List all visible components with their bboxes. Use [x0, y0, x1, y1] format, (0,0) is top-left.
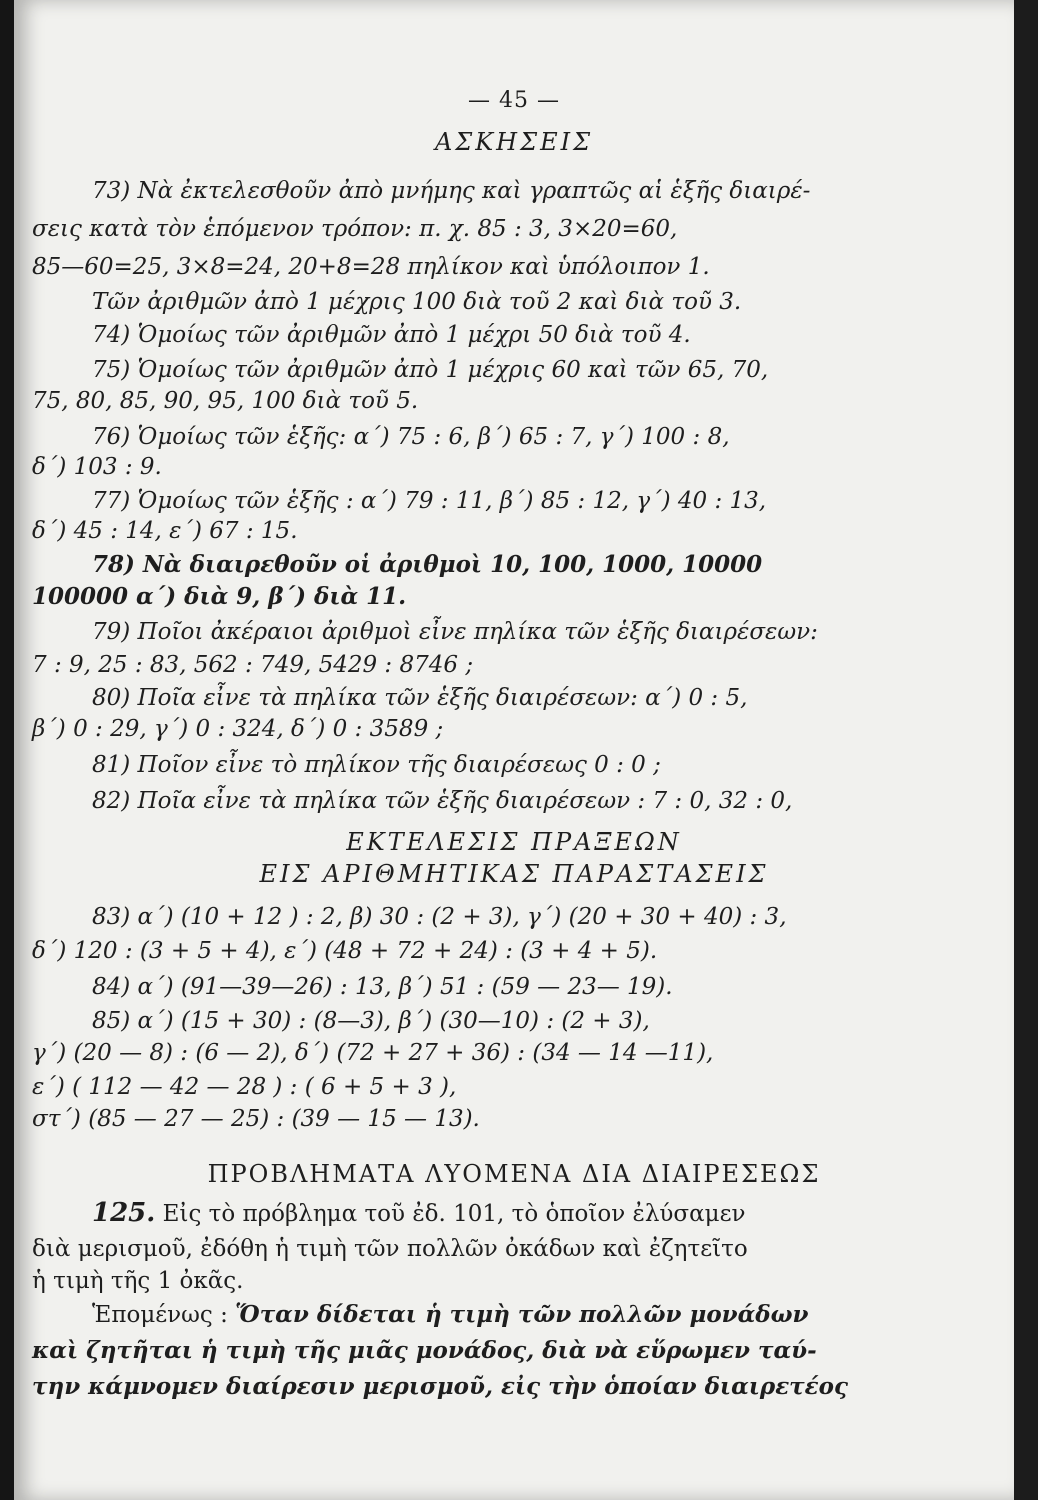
operation-line: 85) α΄) (15 + 30) : (8—3), β΄) (30—10) : (2 + 3), — [92, 1008, 650, 1034]
exercise-line: 74) Ὁμοίως τῶν ἀριθμῶν ἀπὸ 1 μέχρι 50 διὰ τοῦ 4. — [92, 322, 691, 348]
operations-heading-2: ΕΙΣ ΑΡΙΘΜΗΤΙΚΑΣ ΠΑΡΑΣΤΑΣΕΙΣ — [259, 860, 769, 888]
exercise-line: Τῶν ἀριθμῶν ἀπὸ 1 μέχρις 100 διὰ τοῦ 2 καὶ διὰ τοῦ 3. — [92, 289, 742, 315]
exercise-line: 100000 α΄) διὰ 9, β΄) διὰ 11. — [32, 583, 407, 610]
exercises-heading: ΑΣΚΗΣΕΙΣ — [434, 128, 594, 156]
rule-text: καὶ ζητῆται ἡ τιμὴ τῆς μιᾶς μονάδος, διὰ νὰ εὕρωμεν ταύ- — [32, 1337, 817, 1364]
exercise-line: 85—60=25, 3×8=24, 20+8=28 πηλίκον καὶ ὑπόλοιπον 1. — [32, 254, 710, 280]
exercise-line: 79) Ποῖοι ἀκέραιοι ἀριθμοὶ εἶνε πηλίκα τῶν ἑξῆς διαιρέσεων: — [92, 619, 818, 645]
exercise-line: δ΄) 103 : 9. — [32, 454, 162, 480]
exercise-line: 7 : 9, 25 : 83, 562 : 749, 5429 : 8746 ; — [32, 652, 474, 678]
rule-text: την κάμνομεν διαίρεσιν μερισμοῦ, εἰς τὴν ὁποίαν διαιρετέος — [32, 1373, 848, 1400]
paragraph-125-line — [92, 1198, 745, 1229]
paragraph-text: Εἰς τὸ πρόβλημα τοῦ ἐδ. 101, τὸ ὁποῖον ἐλύσαμεν — [162, 1201, 746, 1227]
operation-line: δ΄) 120 : (3 + 5 + 4), ε΄) (48 + 72 + 24) : (3 + 4 + 5). — [32, 938, 658, 964]
exercise-line: 73) Νὰ ἐκτελεσθοῦν ἀπὸ μνήμης καὶ γραπτῶς αἱ ἑξῆς διαιρέ- — [92, 178, 811, 204]
rule-text: Ὅταν δίδεται ἡ τιμὴ τῶν πολλῶν μονάδων — [235, 1301, 809, 1328]
operation-line: 83) α΄) (10 + 12 ) : 2, β) 30 : (2 + 3), γ΄) (20 + 30 + 40) : 3, — [92, 904, 787, 930]
exercise-line: 82) Ποῖα εἶνε τὰ πηλίκα τῶν ἑξῆς διαιρέσεων : 7 : 0, 32 : 0, — [92, 788, 793, 814]
book-page — [14, 0, 1014, 1500]
exercise-line: 80) Ποῖα εἶνε τὰ πηλίκα τῶν ἑξῆς διαιρέσεων: α΄) 0 : 5, — [92, 685, 748, 711]
exercise-line: 78) Νὰ διαιρεθοῦν οἱ ἀριθμοὶ 10, 100, 1000, 10000 — [92, 551, 763, 578]
page-right-shadow — [1014, 0, 1038, 1500]
operations-heading-1: ΕΚΤΕΛΕΣΙΣ ΠΡΑΞΕΩΝ — [346, 828, 682, 856]
paragraph-125-line: ἡ τιμὴ τῆς 1 ὀκᾶς. — [32, 1268, 244, 1294]
exercise-line: 81) Ποῖον εἶνε τὸ πηλίκον τῆς διαιρέσεως 0 : 0 ; — [92, 752, 661, 778]
problems-heading: ΠΡΟΒΛΗΜΑΤΑ ΛΥΟΜΕΝΑ ΔΙΑ ΔΙΑΙΡΕΣΕΩΣ — [207, 1160, 821, 1188]
exercise-line: σεις κατὰ τὸν ἑπόμενον τρόπον: π. χ. 85 : 3, 3×20=60, — [32, 216, 678, 242]
operation-line: στ΄) (85 — 27 — 25) : (39 — 15 — 13). — [32, 1106, 480, 1132]
exercise-line: δ΄) 45 : 14, ε΄) 67 : 15. — [32, 518, 298, 544]
exercise-line: 76) Ὁμοίως τῶν ἑξῆς: α΄) 75 : 6, β΄) 65 : 7, γ΄) 100 : 8, — [92, 424, 730, 450]
paragraph-number: 125. — [92, 1198, 156, 1228]
operation-line: 84) α΄) (91—39—26) : 13, β΄) 51 : (59 — 23— 19). — [92, 974, 673, 1000]
exercise-line: 75, 80, 85, 90, 95, 100 διὰ τοῦ 5. — [32, 388, 419, 414]
exercise-line: β΄) 0 : 29, γ΄) 0 : 324, δ΄) 0 : 3589 ; — [32, 716, 444, 742]
paragraph-text: Ἑπομένως : — [92, 1302, 236, 1328]
paragraph-125-line — [92, 1300, 809, 1330]
exercise-line: 77) Ὁμοίως τῶν ἑξῆς : α΄) 79 : 11, β΄) 85 : 12, γ΄) 40 : 13, — [92, 488, 767, 514]
page-left-shadow — [0, 0, 14, 1500]
operation-line: γ΄) (20 — 8) : (6 — 2), δ΄) (72 + 27 + 36) : (34 — 14 —11), — [32, 1040, 714, 1066]
operation-line: ε΄) ( 112 — 42 — 28 ) : ( 6 + 5 + 3 ), — [32, 1074, 457, 1100]
exercise-line: 75) Ὁμοίως τῶν ἀριθμῶν ἀπὸ 1 μέχρις 60 καὶ τῶν 65, 70, — [92, 357, 769, 383]
paragraph-125-line: διὰ μερισμοῦ, ἐδόθη ἡ τιμὴ τῶν πολλῶν ὀκάδων καὶ ἐζητεῖτο — [32, 1236, 748, 1262]
page-number: — 45 — — [468, 88, 560, 113]
